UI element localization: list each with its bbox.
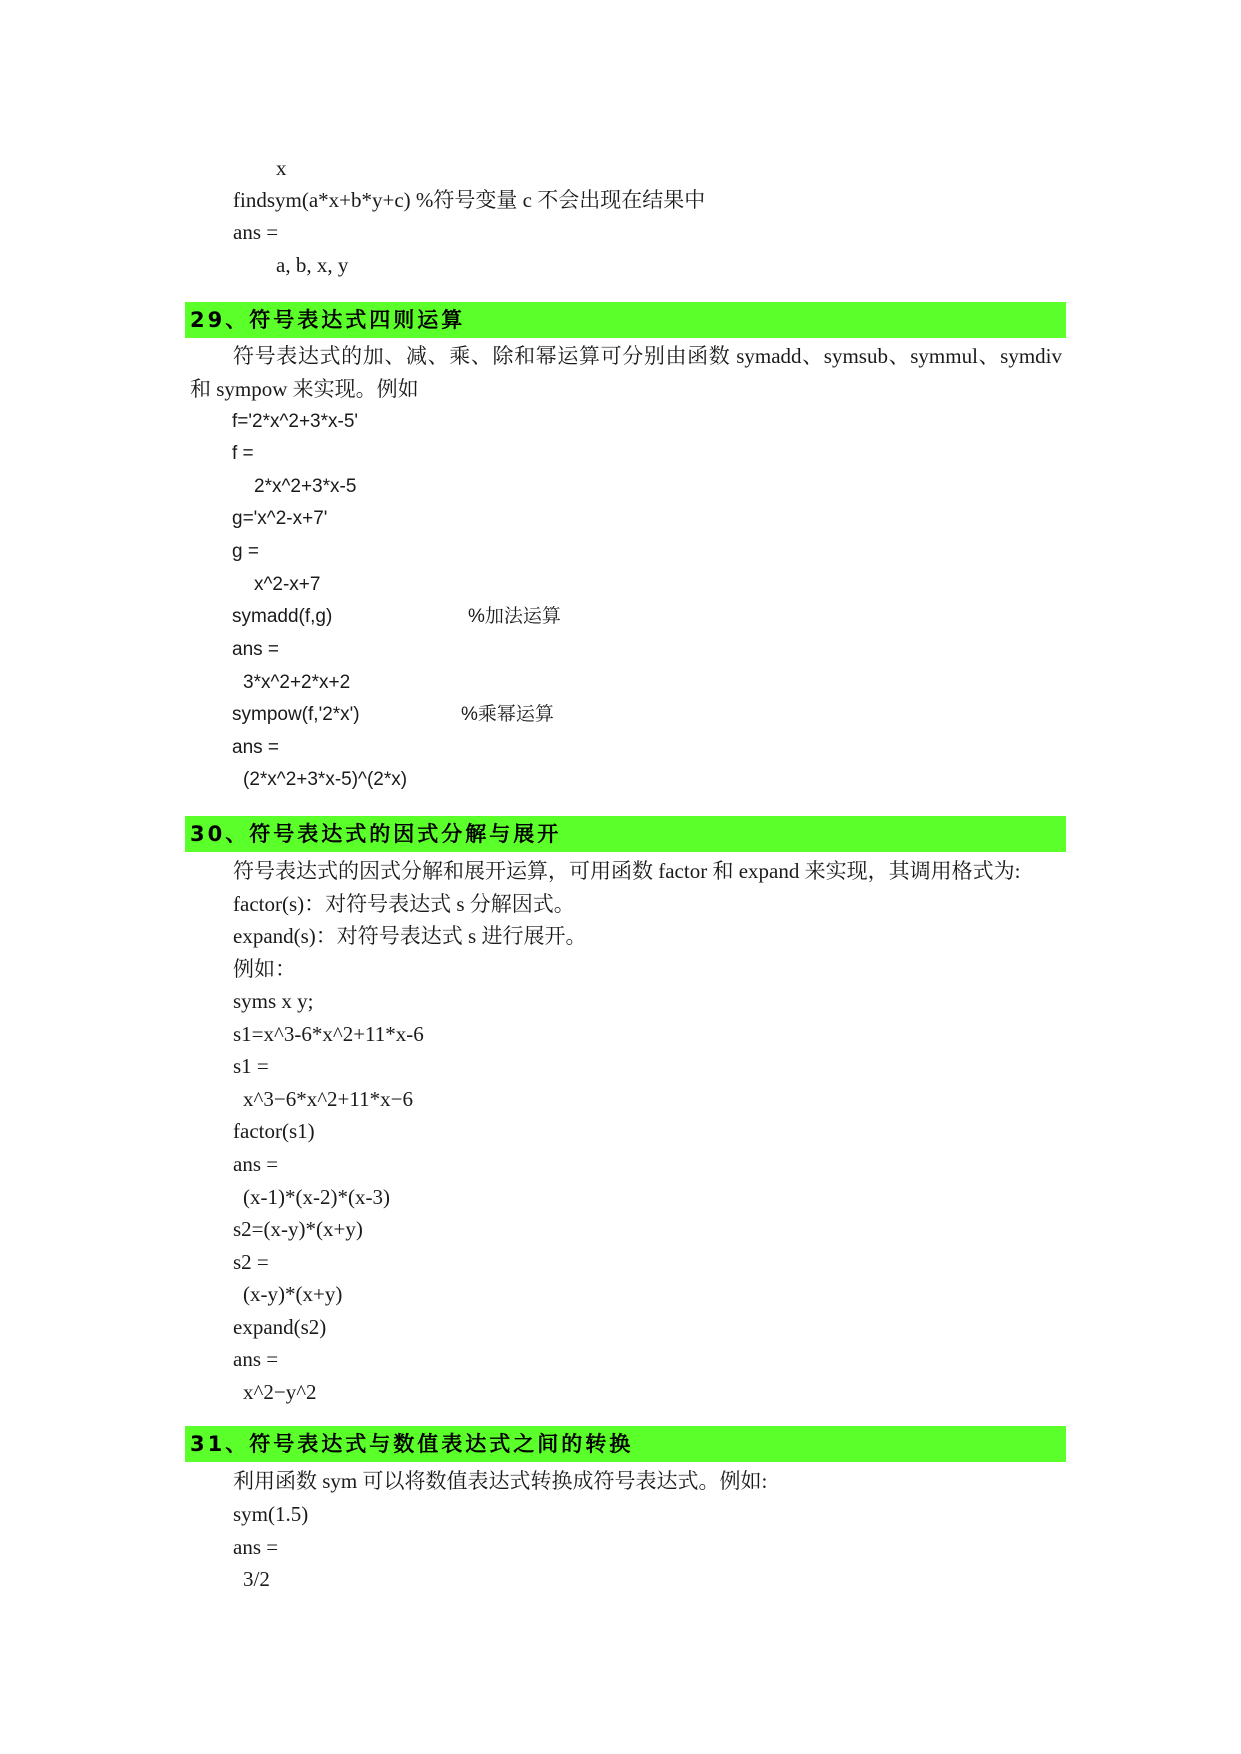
code-line: x^2−y^2 [243,1380,317,1404]
code-line: expand(s2) [233,1315,327,1339]
code-line: (2*x^2+3*x-5)^(2*x) [243,769,408,790]
text-line: expand(s)：对符号表达式 s 进行展开。 [233,924,587,948]
code-line: g='x^2-x+7' [232,508,328,529]
code-line: ans = [233,1347,279,1371]
section-29-paragraph: 符号表达式的加、减、乘、除和幂运算可分别由函数 symadd、symsub、symmul、symdiv 和 sympow 来实现。例如 [190,344,1062,401]
code-line: g = [232,541,259,562]
code-line: 3*x^2+2*x+2 [243,672,351,693]
code-line: s2=(x-y)*(x+y) [233,1217,363,1241]
code-line: factor(s1) [233,1119,315,1143]
code-line: ans = [233,1152,279,1176]
code-line: (x-1)*(x-2)*(x-3) [243,1185,390,1209]
code-line: x [276,156,287,180]
code-line: findsym(a*x+b*y+c) %符号变量 c 不会出现在结果中 [233,188,706,212]
code-line: s1 = [233,1054,269,1078]
section-heading-31: 31、符号表达式与数值表达式之间的转换 [185,1426,1066,1462]
code-line: 2*x^2+3*x-5 [254,476,357,497]
code-line: f = [232,443,254,464]
code-line: s1=x^3-6*x^2+11*x-6 [233,1022,424,1046]
code-comment: %加法运算 [468,606,561,627]
code-line: ans = [232,639,280,660]
code-line: sympow(f,'2*x') [232,704,360,725]
code-line: ans = [233,1535,279,1559]
code-comment: %乘幂运算 [461,704,554,725]
code-line: x^3−6*x^2+11*x−6 [243,1087,413,1111]
code-line: sym(1.5) [233,1502,309,1526]
code-line: (x-y)*(x+y) [243,1282,343,1306]
section-heading-30: 30、符号表达式的因式分解与展开 [185,816,1066,852]
code-line: syms x y; [233,989,314,1013]
code-line: x^2-x+7 [254,574,321,595]
code-line: a, b, x, y [276,253,349,277]
code-line: symadd(f,g) [232,606,333,627]
text-line: factor(s)：对符号表达式 s 分解因式。 [233,892,575,916]
text-line: 利用函数 sym 可以将数值表达式转换成符号表达式。例如: [233,1469,768,1493]
code-line: s2 = [233,1250,269,1274]
section-heading-29: 29、符号表达式四则运算 [185,302,1066,338]
text-line: 例如： [233,957,296,981]
text-line: 符号表达式的因式分解和展开运算，可用函数 factor 和 expand 来实现，其调用格式为: [233,859,1021,883]
code-line: 3/2 [243,1567,270,1591]
code-line: ans = [232,737,280,758]
code-line: f='2*x^2+3*x-5' [232,411,359,432]
code-line: ans = [233,220,279,244]
